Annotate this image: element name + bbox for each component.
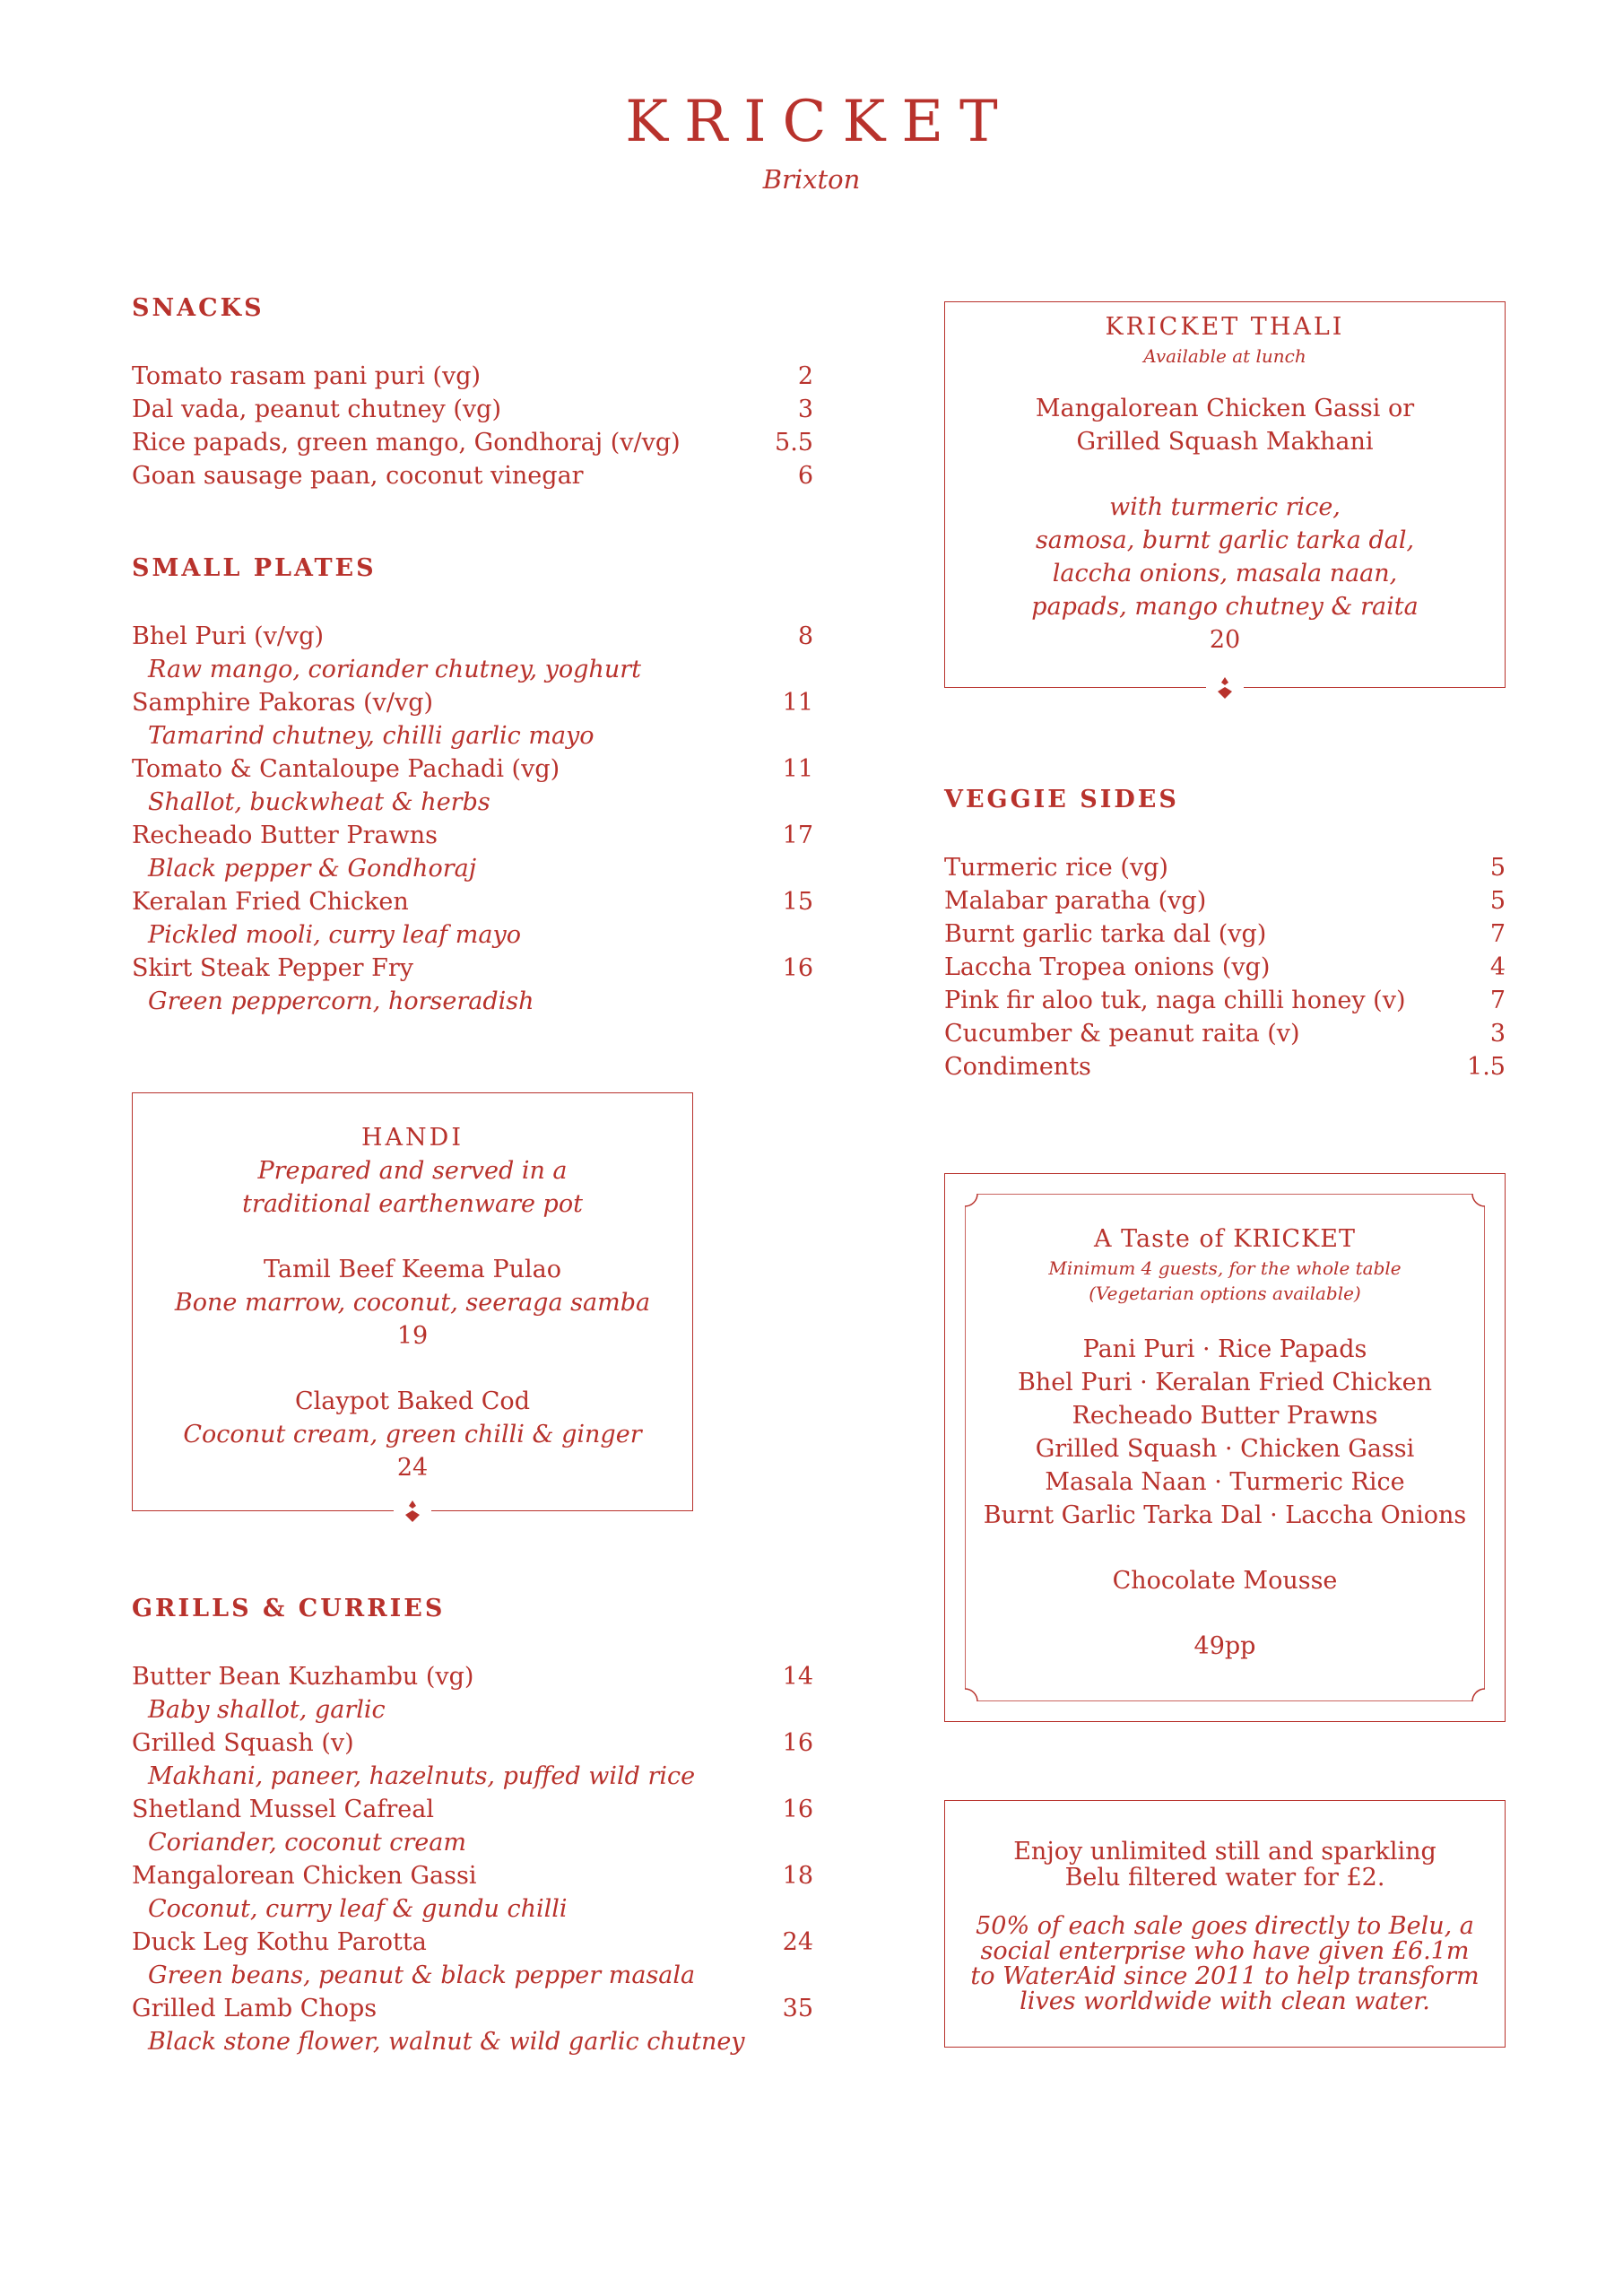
- item-name: Cucumber & peanut raita (v): [944, 1020, 1300, 1048]
- item-name: Burnt garlic tarka dal (vg): [944, 920, 1267, 948]
- item-price: 4: [1489, 953, 1506, 981]
- item-name: Malabar paratha (vg): [944, 887, 1207, 915]
- menu-item: [132, 885, 813, 918]
- tasting-menu-box: [944, 1173, 1506, 1722]
- location-name: Brixton: [762, 164, 861, 195]
- item-name: Mangalorean Chicken Gassi: [132, 1862, 477, 1890]
- item-price: 5: [1489, 887, 1506, 915]
- item-name: Grilled Squash (v): [132, 1729, 354, 1757]
- item-name: Grilled Lamb Chops: [132, 1995, 378, 2022]
- item-description: Shallot, buckwheat & herbs: [148, 788, 490, 816]
- menu-item: [132, 360, 813, 393]
- tasting-menu-line: Grilled Squash · Chicken Gassi: [1035, 1435, 1415, 1463]
- water-charity-note: 50% of each sale goes directly to Belu, a: [976, 1912, 1474, 1940]
- menu-item: [132, 1726, 813, 1760]
- thali-availability: Available at lunch: [1143, 345, 1306, 367]
- item-price: 16: [782, 954, 813, 982]
- item-description: Makhani, paneer, hazelnuts, puffed wild rice: [148, 1762, 696, 1790]
- handi-title: HANDI: [361, 1124, 464, 1152]
- menu-item: [944, 1017, 1506, 1050]
- thali-accompaniments: papads, mango chutney & raita: [1031, 593, 1419, 621]
- menu-item: [132, 393, 813, 426]
- item-price: 6: [797, 462, 813, 490]
- menu-item: [944, 884, 1506, 918]
- menu-item: [132, 620, 813, 653]
- item-description: Tamarind chutney, chilli garlic mayo: [148, 722, 595, 750]
- item-price: 18: [782, 1862, 813, 1890]
- item-price: 3: [1489, 1020, 1506, 1048]
- menu-item: [944, 984, 1506, 1017]
- handi-subtitle: traditional earthenware pot: [242, 1190, 583, 1218]
- item-description: Baby shallot, garlic: [148, 1696, 386, 1724]
- item-price: 15: [782, 888, 813, 916]
- tasting-menu-line: Bhel Puri · Keralan Fried Chicken: [1017, 1369, 1433, 1396]
- tasting-menu-dessert: Chocolate Mousse: [1112, 1567, 1338, 1595]
- item-name: Recheado Butter Prawns: [132, 822, 438, 849]
- handi-item-price: 24: [396, 1454, 429, 1482]
- item-price: 35: [782, 1995, 813, 2022]
- grills-section: [132, 1594, 813, 2058]
- menu-item: [132, 752, 813, 786]
- menu-item: [132, 1926, 813, 1959]
- section-title-grills: GRILLS & CURRIES: [132, 1595, 446, 1622]
- menu-item: [132, 952, 813, 985]
- item-price: 3: [797, 396, 813, 423]
- thali-title: KRICKET THALI: [1105, 313, 1345, 341]
- item-name: Pink fir aloo tuk, naga chilli honey (v): [944, 987, 1406, 1014]
- thali-price: 20: [1209, 626, 1241, 654]
- item-price: 17: [782, 822, 813, 849]
- item-price: 11: [782, 755, 813, 783]
- menu-item: [132, 686, 813, 719]
- item-description: Green beans, peanut & black pepper masala: [148, 1961, 696, 1989]
- handi-box: [132, 1092, 693, 1511]
- item-price: 2: [797, 362, 813, 390]
- water-charity-note: social enterprise who have given £6.1m: [980, 1937, 1470, 1965]
- handi-item-description: Coconut cream, green chilli & ginger: [183, 1421, 642, 1448]
- item-description: Coriander, coconut cream: [148, 1829, 466, 1857]
- thali-main: Grilled Squash Makhani: [1076, 428, 1374, 456]
- menu-item: [944, 951, 1506, 984]
- small-plates-section: [132, 553, 813, 1018]
- item-name: Tomato & Cantaloupe Pachadi (vg): [132, 755, 560, 783]
- item-name: Skirt Steak Pepper Fry: [132, 954, 414, 982]
- item-price: 11: [782, 689, 813, 717]
- section-title-small-plates: SMALL PLATES: [132, 554, 377, 582]
- snacks-section: [132, 293, 813, 492]
- menu-item: [944, 918, 1506, 951]
- menu-item: [132, 426, 813, 459]
- item-name: Duck Leg Kothu Parotta: [132, 1928, 427, 1956]
- water-offer: Enjoy unlimited still and sparkling: [1013, 1838, 1436, 1866]
- item-name: Shetland Mussel Cafreal: [132, 1796, 435, 1823]
- section-title-snacks: SNACKS: [132, 294, 265, 322]
- water-offer: Belu filtered water for £2.: [1064, 1864, 1385, 1892]
- item-description: Coconut, curry leaf & gundu chilli: [148, 1895, 568, 1923]
- menu-item: [132, 819, 813, 852]
- menu-item: [132, 459, 813, 492]
- tasting-menu-line: Masala Naan · Turmeric Rice: [1045, 1468, 1405, 1496]
- item-name: Rice papads, green mango, Gondhoraj (v/vg): [132, 429, 681, 457]
- handi-item-name: Tamil Beef Keema Pulao: [263, 1256, 562, 1283]
- item-description: Black pepper & Gondhoraj: [148, 855, 477, 883]
- thali-box: [944, 301, 1506, 688]
- item-name: Tomato rasam pani puri (vg): [132, 362, 482, 390]
- item-description: Raw mango, coriander chutney, yoghurt: [148, 656, 641, 683]
- item-name: Condiments: [944, 1053, 1091, 1081]
- item-price: 8: [797, 622, 813, 650]
- thali-accompaniments: laccha onions, masala naan,: [1052, 560, 1398, 587]
- item-description: Pickled mooli, curry leaf mayo: [148, 921, 521, 949]
- menu-item: [132, 1992, 813, 2025]
- water-charity-note: to WaterAid since 2011 to help transform: [970, 1962, 1480, 1990]
- menu-item: [132, 1859, 813, 1892]
- section-title-veggie-sides: VEGGIE SIDES: [944, 786, 1179, 813]
- menu-item: [944, 1050, 1506, 1083]
- water-charity-note: lives worldwide with clean water.: [1020, 1987, 1430, 2015]
- tasting-menu-title: A Taste of KRICKET: [1094, 1225, 1356, 1253]
- item-name: Turmeric rice (vg): [944, 854, 1168, 882]
- item-price: 16: [782, 1729, 813, 1757]
- thali-accompaniments: samosa, burnt garlic tarka dal,: [1035, 526, 1415, 554]
- item-name: Butter Bean Kuzhambu (vg): [132, 1663, 474, 1691]
- tasting-menu-line: Recheado Butter Prawns: [1072, 1402, 1378, 1430]
- handi-item-price: 19: [396, 1322, 429, 1350]
- item-name: Dal vada, peanut chutney (vg): [132, 396, 501, 423]
- item-description: Green peppercorn, horseradish: [148, 987, 534, 1015]
- item-name: Samphire Pakoras (v/vg): [132, 689, 434, 717]
- item-price: 24: [782, 1928, 813, 1956]
- menu-item: [132, 1660, 813, 1693]
- ornament-icon: [1206, 676, 1244, 700]
- menu-item: [944, 851, 1506, 884]
- handi-item-name: Claypot Baked Cod: [295, 1387, 530, 1415]
- item-price: 7: [1489, 920, 1506, 948]
- item-price: 5.5: [775, 429, 813, 457]
- tasting-menu-price: 49pp: [1193, 1632, 1256, 1660]
- item-price: 5: [1489, 854, 1506, 882]
- item-name: Goan sausage paan, coconut vinegar: [132, 462, 584, 490]
- thali-main: Mangalorean Chicken Gassi or: [1035, 395, 1415, 422]
- restaurant-logo: KRICKET: [625, 89, 1014, 155]
- item-price: 1.5: [1467, 1053, 1506, 1081]
- item-price: 16: [782, 1796, 813, 1823]
- tasting-menu-note: Minimum 4 guests, for the whole table: [1048, 1257, 1402, 1279]
- water-box: [944, 1800, 1506, 2048]
- handi-subtitle: Prepared and served in a: [257, 1157, 568, 1185]
- veggie-sides-section: [944, 785, 1506, 1083]
- item-name: Bhel Puri (v/vg): [132, 622, 325, 650]
- tasting-menu-note: (Vegetarian options available): [1089, 1283, 1361, 1304]
- item-name: Keralan Fried Chicken: [132, 888, 409, 916]
- item-price: 7: [1489, 987, 1506, 1014]
- handi-item-description: Bone marrow, coconut, seeraga samba: [174, 1289, 651, 1317]
- item-price: 14: [782, 1663, 813, 1691]
- tasting-menu-line: Burnt Garlic Tarka Dal · Laccha Onions: [983, 1501, 1467, 1529]
- menu-item: [132, 1793, 813, 1826]
- item-description: Black stone flower, walnut & wild garlic chutney: [148, 2028, 745, 2056]
- tasting-menu-line: Pani Puri · Rice Papads: [1082, 1335, 1367, 1363]
- thali-accompaniments: with turmeric rice,: [1109, 493, 1341, 521]
- item-name: Laccha Tropea onions (vg): [944, 953, 1271, 981]
- ornament-icon: [394, 1500, 431, 1523]
